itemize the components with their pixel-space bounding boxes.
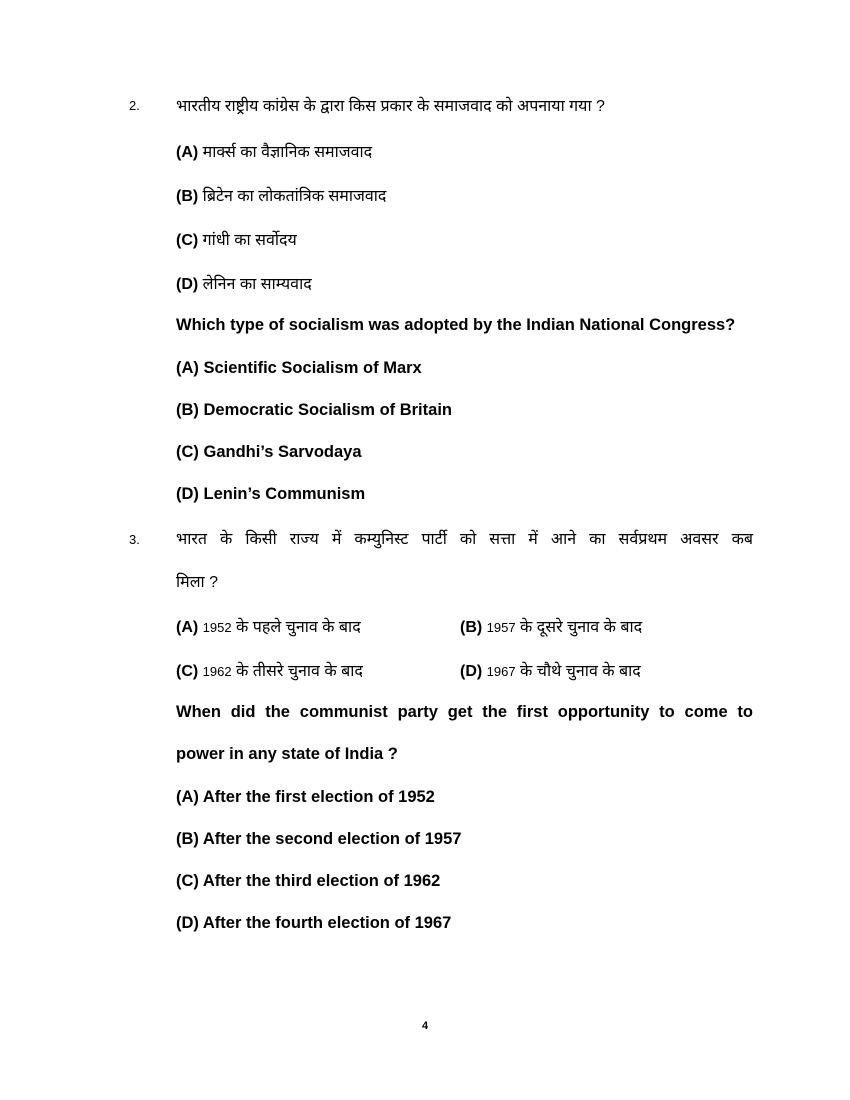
question-3-hindi-option-b: [460, 615, 642, 637]
option-text: गांधी का सर्वोदय: [202, 232, 297, 249]
option-label: (B): [176, 188, 199, 205]
option-label: (C): [176, 663, 199, 680]
question-2-english-option-d: (D) Lenin’s Communism: [176, 485, 366, 503]
question-3-hindi-option-d: [460, 659, 641, 681]
question-3-hindi-text-line2: मिला ?: [176, 574, 219, 591]
question-2-english-text: Which type of socialism was adopted by the Indian National Congress?: [176, 316, 736, 334]
question-3-english-option-a: (A) After the first election of 1952: [176, 788, 435, 806]
question-2-hindi-option-b: [176, 184, 386, 206]
option-text: के चौथे चुनाव के बाद: [520, 663, 641, 680]
option-label: (A): [176, 144, 199, 161]
question-2-english-option-b: (B) Democratic Socialism of Britain: [176, 401, 452, 419]
question-3-number: 3.: [129, 532, 140, 547]
option-year: 1957: [486, 620, 516, 635]
question-3-hindi-option-c: [176, 659, 363, 681]
option-label: (D): [460, 663, 483, 680]
option-text: ब्रिटेन का लोकतांत्रिक समाजवाद: [202, 188, 387, 205]
question-3-english-option-c: (C) After the third election of 1962: [176, 872, 441, 890]
option-year: 1962: [202, 664, 232, 679]
question-2-hindi-option-d: [176, 272, 312, 294]
option-text: के दूसरे चुनाव के बाद: [520, 619, 643, 636]
question-3-english-text-line2: power in any state of India ?: [176, 745, 398, 763]
option-label: (A): [176, 619, 199, 636]
question-3-hindi-option-a: [176, 615, 361, 637]
question-3-english-option-d: (D) After the fourth election of 1967: [176, 914, 452, 932]
option-text: मार्क्स का वैज्ञानिक समाजवाद: [202, 144, 373, 161]
option-label: (D): [176, 276, 199, 293]
question-2-hindi-option-a: [176, 140, 372, 162]
question-2-number: 2.: [129, 98, 140, 113]
option-year: 1967: [486, 664, 516, 679]
option-text: के पहले चुनाव के बाद: [236, 619, 361, 636]
question-3-english-option-b: (B) After the second election of 1957: [176, 830, 462, 848]
question-3-hindi-text-line1: भारत के किसी राज्य में कम्युनिस्ट पार्टी को सत्ता में आने का सर्वप्रथम अवसर कब: [176, 531, 753, 548]
option-label: (B): [460, 619, 483, 636]
page-number: 4: [421, 1020, 429, 1032]
question-2-hindi-option-c: [176, 228, 297, 250]
question-2-english-option-c: (C) Gandhi’s Sarvodaya: [176, 443, 362, 461]
option-year: 1952: [202, 620, 232, 635]
option-label: (C): [176, 232, 199, 249]
option-text: के तीसरे चुनाव के बाद: [236, 663, 363, 680]
question-2-hindi-text: भारतीय राष्ट्रीय कांग्रेस के द्वारा किस प्रकार के समाजवाद को अपनाया गया ?: [176, 98, 605, 115]
question-3-english-text-line1: When did the communist party get the first opportunity to come to: [176, 703, 753, 721]
option-text: लेनिन का साम्यवाद: [202, 276, 312, 293]
question-2-english-option-a: (A) Scientific Socialism of Marx: [176, 359, 422, 377]
